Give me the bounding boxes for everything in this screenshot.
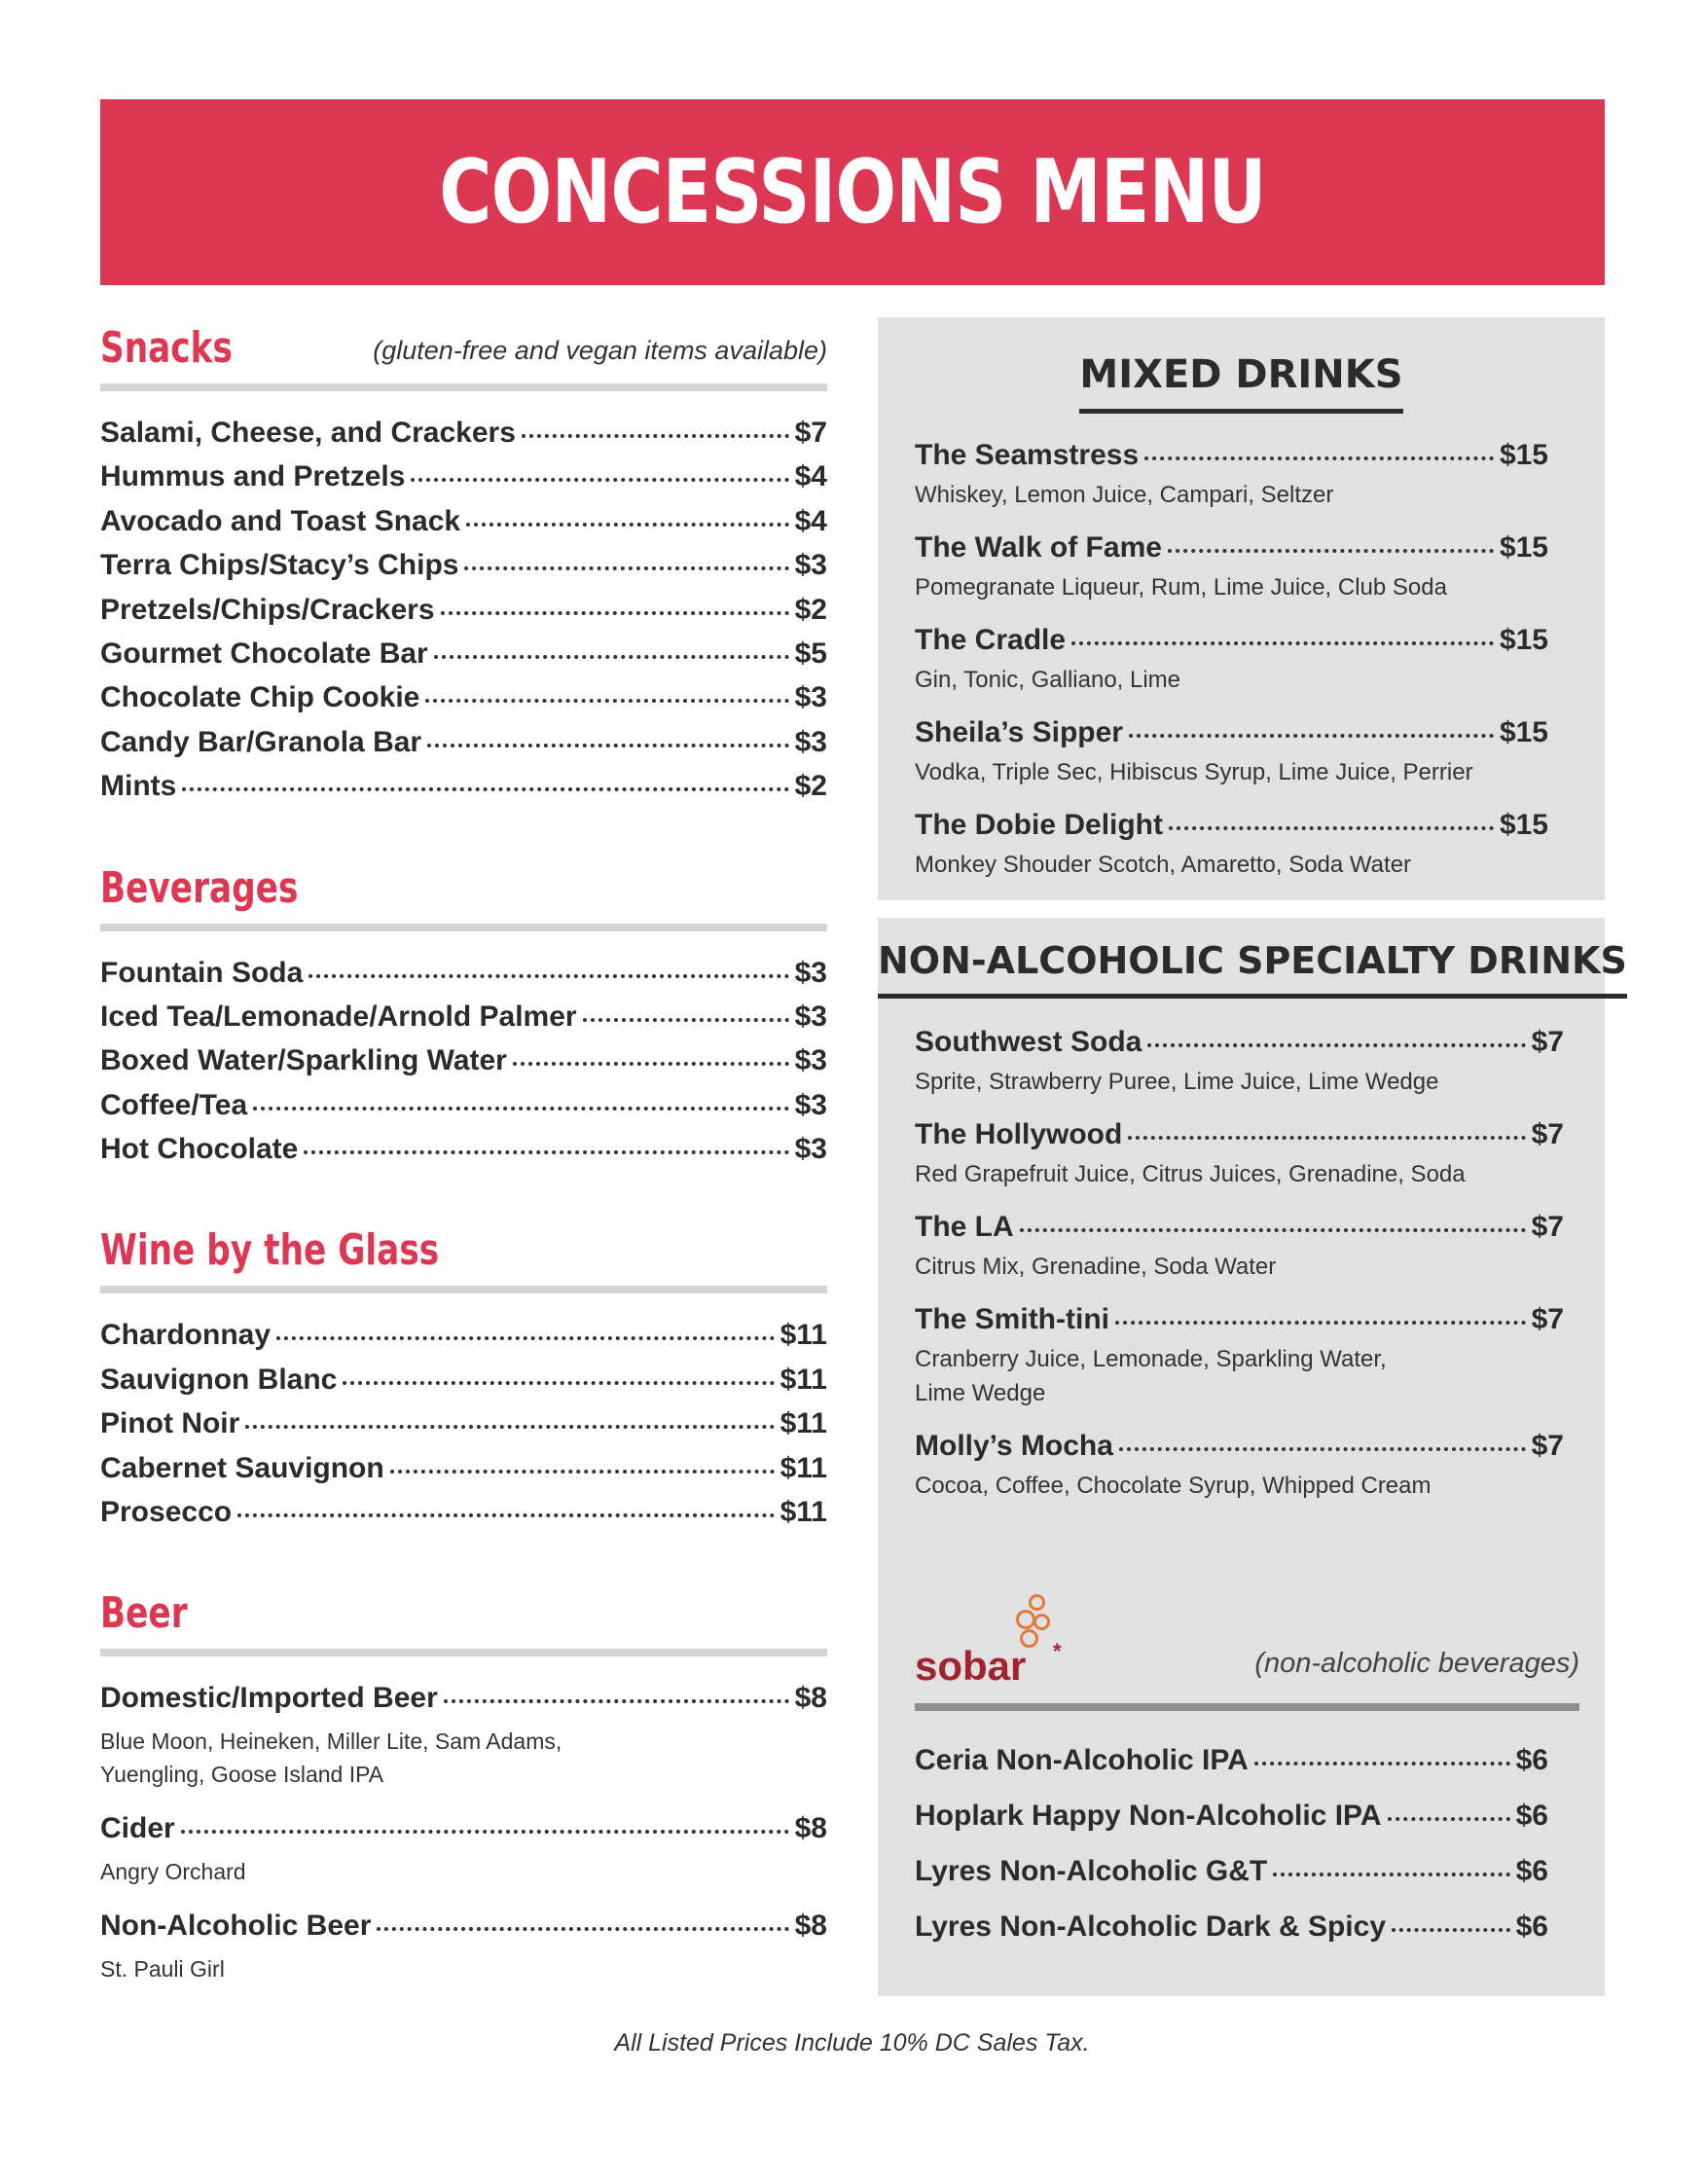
divider (100, 924, 827, 931)
item-description: Whiskey, Lemon Juice, Campari, Seltzer (915, 482, 1334, 508)
menu-item: The LA $7 Citrus Mix, Grenadine, Soda Water (915, 1211, 1564, 1284)
left-column (100, 311, 827, 2007)
footer-note: All Listed Prices Include 10% DC Sales Tax. (614, 2029, 1090, 2057)
menu-item: Pretzels/Chips/Crackers $2 (100, 593, 827, 626)
menu-item: The Cradle $15 Gin, Tonic, Galliano, Lime (915, 624, 1548, 697)
item-description: Yuengling, Goose Island IPA (100, 1762, 384, 1788)
menu-item: Domestic/Imported Beer $8 Blue Moon, Heineken, Miller Lite, Sam Adams, Yuengling, Goose Island IPA (100, 1682, 827, 1791)
beer-section (100, 1577, 827, 1985)
divider (915, 1703, 1579, 1711)
menu-item: Hoplark Happy Non-Alcoholic IPA $6 (915, 1800, 1548, 1832)
menu-item: The Dobie Delight $15 Monkey Shouder Scotch, Amaretto, Soda Water (915, 809, 1548, 882)
item-description: Monkey Shouder Scotch, Amaretto, Soda Water (915, 852, 1412, 878)
item-description: Vodka, Triple Sec, Hibiscus Syrup, Lime Juice, Perrier (915, 759, 1473, 785)
divider (100, 1286, 827, 1293)
menu-item: Boxed Water/Sparkling Water $3 (100, 1044, 827, 1077)
divider (100, 1649, 827, 1656)
menu-item: Hot Chocolate $3 (100, 1133, 827, 1166)
item-description: Sprite, Strawberry Puree, Lime Juice, Lime Wedge (915, 1069, 1439, 1095)
menu-banner (100, 99, 1605, 285)
menu-item: The Seamstress $15 Whiskey, Lemon Juice, Campari, Seltzer (915, 439, 1548, 512)
non-alcoholic-title: NON-ALCOHOLIC SPECIALTY DRINKS (878, 939, 1627, 982)
snacks-note: (gluten-free and vegan items available) (373, 336, 827, 365)
menu-item: Candy Bar/Granola Bar $3 (100, 725, 827, 758)
item-description: Cocoa, Coffee, Chocolate Syrup, Whipped Cream (915, 1473, 1432, 1499)
mixed-drinks-title: MIXED DRINKS (1079, 352, 1403, 397)
menu-item: Southwest Soda $7 Sprite, Strawberry Puree, Lime Juice, Lime Wedge (915, 1026, 1564, 1099)
sobar-note: (non-alcoholic beverages) (1254, 1648, 1579, 1679)
non-alcoholic-panel (878, 918, 1627, 1996)
item-description: Citrus Mix, Grenadine, Soda Water (915, 1254, 1277, 1280)
menu-item: Ceria Non-Alcoholic IPA $6 (915, 1744, 1548, 1776)
menu-item: Pinot Noir $11 (100, 1407, 827, 1440)
menu-item: Gourmet Chocolate Bar $5 (100, 637, 827, 670)
item-description: Cranberry Juice, Lemonade, Sparkling Water, (915, 1346, 1387, 1372)
beverages-title: Beverages (100, 862, 299, 913)
menu-item: Prosecco $11 (100, 1496, 827, 1529)
menu-item: Sauvignon Blanc $11 (100, 1363, 827, 1396)
menu-item: Lyres Non-Alcoholic Dark & Spicy $6 (915, 1911, 1548, 1943)
snacks-title: Snacks (100, 323, 233, 373)
title-underline (878, 994, 1627, 999)
beer-title: Beer (100, 1588, 188, 1639)
menu-item: Chardonnay $11 (100, 1319, 827, 1352)
menu-item: Iced Tea/Lemonade/Arnold Palmer $3 (100, 1000, 827, 1033)
page-title: CONCESSIONS MENU (439, 141, 1266, 243)
sobar-logo: sobar * (915, 1592, 1080, 1690)
sobar-header (878, 1592, 1605, 1690)
divider (100, 383, 827, 391)
mixed-drinks-panel (878, 317, 1605, 900)
menu-item: Sheila’s Sipper $15 Vodka, Triple Sec, Hibiscus Syrup, Lime Juice, Perrier (915, 716, 1548, 789)
wine-title: Wine by the Glass (100, 1225, 440, 1276)
item-description: Pomegranate Liqueur, Rum, Lime Juice, Club Soda (915, 574, 1447, 601)
item-description: St. Pauli Girl (100, 1956, 225, 1983)
title-underline (1079, 409, 1402, 414)
menu-item: Coffee/Tea $3 (100, 1088, 827, 1121)
wine-section (100, 1214, 827, 1540)
item-description: Blue Moon, Heineken, Miller Lite, Sam Adams, (100, 1729, 562, 1755)
menu-item: The Smith-tini $7 Cranberry Juice, Lemonade, Sparkling Water, Lime Wedge (915, 1303, 1564, 1410)
menu-item: Non-Alcoholic Beer $8 St. Pauli Girl (100, 1910, 827, 1985)
snacks-section (100, 311, 827, 815)
item-description: Angry Orchard (100, 1859, 246, 1885)
menu-item: Salami, Cheese, and Crackers $7 (100, 417, 827, 449)
menu-item: The Hollywood $7 Red Grapefruit Juice, Citrus Juices, Grenadine, Soda (915, 1118, 1564, 1191)
menu-item: Cider $8 Angry Orchard (100, 1812, 827, 1888)
menu-item: The Walk of Fame $15 Pomegranate Liqueur, Rum, Lime Juice, Club Soda (915, 531, 1548, 604)
menu-item: Chocolate Chip Cookie $3 (100, 681, 827, 714)
menu-item: Cabernet Sauvignon $11 (100, 1451, 827, 1484)
item-description: Red Grapefruit Juice, Citrus Juices, Grenadine, Soda (915, 1161, 1466, 1187)
menu-item: Lyres Non-Alcoholic G&T $6 (915, 1855, 1548, 1887)
menu-item: Molly’s Mocha $7 Cocoa, Coffee, Chocolate Syrup, Whipped Cream (915, 1430, 1564, 1503)
menu-item: Fountain Soda $3 (100, 956, 827, 989)
beverages-section (100, 852, 827, 1178)
menu-item: Mints $2 (100, 770, 827, 803)
menu-item: Hummus and Pretzels $4 (100, 460, 827, 493)
item-description: Lime Wedge (915, 1380, 1046, 1406)
item-description: Gin, Tonic, Galliano, Lime (915, 667, 1181, 693)
menu-item: Terra Chips/Stacy’s Chips $3 (100, 549, 827, 582)
menu-item: Avocado and Toast Snack $4 (100, 504, 827, 537)
